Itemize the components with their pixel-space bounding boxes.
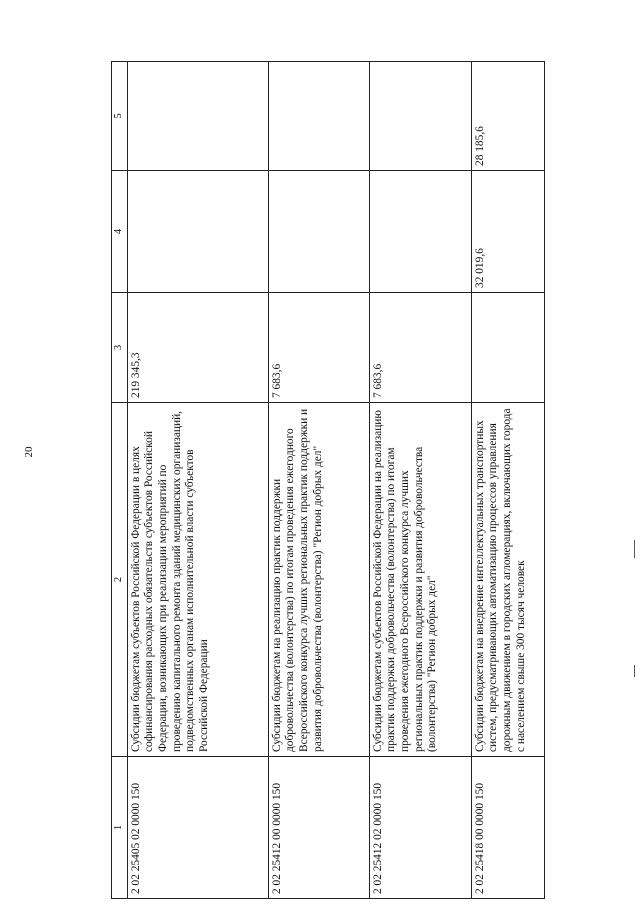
amount-col4 — [127, 171, 268, 293]
amount-col5: 28 185,6 — [471, 62, 544, 171]
column-header: 5 — [112, 62, 128, 171]
column-header: 1 — [112, 757, 128, 899]
amount-col4 — [268, 171, 369, 293]
amount-col3: 7 683,6 — [369, 293, 471, 403]
column-header: 3 — [112, 293, 128, 403]
amount-col5 — [268, 62, 369, 171]
amount-col4 — [369, 171, 471, 293]
header-row — [112, 62, 128, 899]
rotated-page-content — [111, 62, 531, 899]
column-header: 4 — [112, 171, 128, 293]
amount-col5 — [369, 62, 471, 171]
page-number: 20 — [23, 446, 35, 458]
budget-code: 2 02 25405 02 0000 150 — [127, 757, 268, 899]
table-row — [369, 62, 471, 899]
budget-table — [111, 61, 545, 899]
budget-code: 2 02 25412 02 0000 150 — [369, 757, 471, 899]
amount-col3 — [471, 293, 544, 403]
table-row — [127, 62, 268, 899]
column-header: 2 — [112, 403, 128, 757]
table-row — [268, 62, 369, 899]
amount-col5 — [127, 62, 268, 171]
description: Субсидии бюджетам субъектов Российской Федерации на реализацию практик поддержки добровольчества (волонтерства) по итогам проведения ежегодного Всероссийского конкурса лучших региональных практик поддержки и развития добровольчества (волонтерства) "Регион добрых дел" — [369, 403, 471, 757]
description: Субсидии бюджетам на реализацию практик поддержки добровольчества (волонтерства) по итогам проведения ежегодного Всероссийского конкурса лучших региональных практик поддержки и развития добровольчества (волонтерства) "Регион добрых дел" — [268, 403, 369, 757]
budget-code: 2 02 25412 00 0000 150 — [268, 757, 369, 899]
amount-col4: 32 019,6 — [471, 171, 544, 293]
scan-mark — [634, 540, 635, 558]
description: Субсидии бюджетам на внедрение интеллектуальных транспортных систем, предусматривающих автоматизацию процессов управления дорожным движением в городских агломерациях, включающих города с населением свыше 300 тысяч человек — [471, 403, 544, 757]
description: Субсидии бюджетам субъектов Российской Федерации в целях софинансирования расходных обязательств субъектов Российской Федерации, возникающих при реализации мероприятий по проведению капитального ремонта зданий медицинских организаций, подведомственных органам исполнительной власти субъектов Российской Федерации — [127, 403, 268, 757]
amount-col3: 219 345,3 — [127, 293, 268, 403]
table-row — [471, 62, 544, 899]
budget-code: 2 02 25418 00 0000 150 — [471, 757, 544, 899]
amount-col3: 7 683,6 — [268, 293, 369, 403]
scan-mark — [634, 665, 635, 677]
